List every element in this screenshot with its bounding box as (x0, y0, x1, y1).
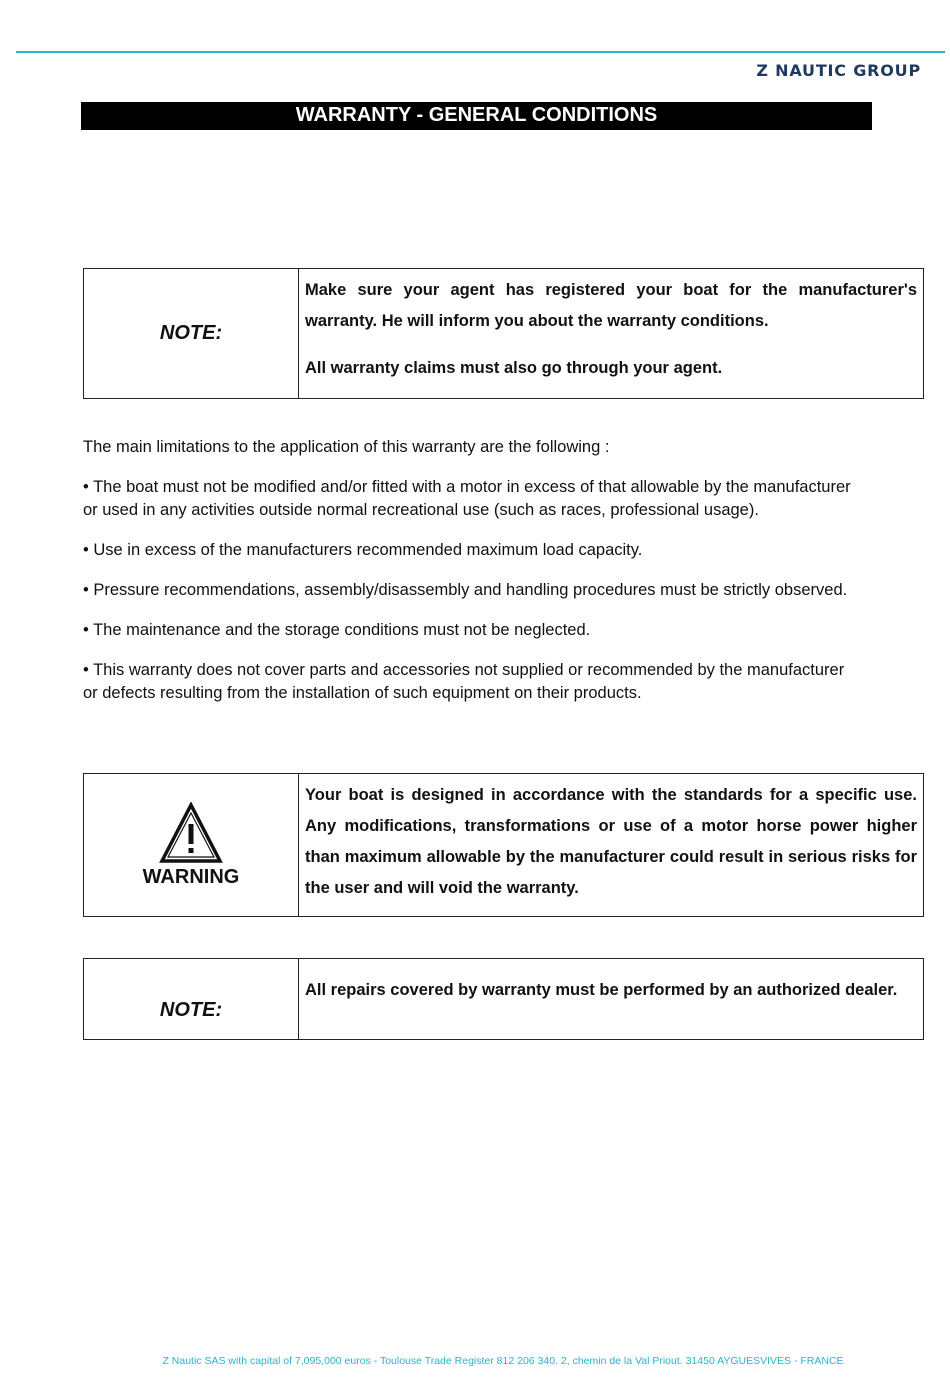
note-label-cell (84, 959, 299, 1039)
note-text-registration: Make sure your agent has registered your boat for the manufacturer's warranty. He will inform you about the warranty conditions. (305, 281, 917, 330)
warning-triangle-icon (159, 802, 223, 864)
warning-content-cell (299, 774, 923, 916)
note-label-cell (84, 269, 299, 398)
note-box-registration (83, 268, 924, 399)
note-text-claims: All warranty claims must also go through your agent. (305, 359, 723, 377)
warranty-limitations (83, 436, 863, 722)
limitation-item: • The maintenance and the storage conditions must not be neglected. (83, 621, 591, 639)
limitation-item: • Pressure recommendations, assembly/disassembly and handling procedures must be strictly observed. (83, 581, 848, 599)
header-divider (16, 51, 945, 53)
warning-label: WARNING (142, 865, 240, 888)
limitation-item: • Use in excess of the manufacturers recommended maximum load capacity. (83, 541, 643, 559)
warning-text: Your boat is designed in accordance with the standards for a specific use. Any modifications, transformations or use of a motor horse power higher than maximum allowable by the manufacturer could result in serious risks for the user and will void the warranty. (305, 786, 917, 897)
warning-box (83, 773, 924, 917)
note-text-repairs: All repairs covered by warranty must be performed by an authorized dealer. (305, 981, 898, 999)
page-title: WARRANTY - GENERAL CONDITIONS (81, 102, 872, 130)
footer-company-info: Z Nautic SAS with capital of 7,095,000 euros - Toulouse Trade Register 812 206 340. 2, chemin de la Val Priout. 31450 AYGUESVIVES - FRANCE (162, 1355, 844, 1367)
limitation-item: • This warranty does not cover parts and accessories not supplied or recommended by the manufacturer or defects resulting from the installation of such equipment on their products. (83, 661, 845, 702)
note-label: NOTE: (159, 322, 223, 344)
warning-label-cell (84, 774, 299, 916)
note-content-cell (299, 269, 923, 398)
note-label: NOTE: (159, 998, 223, 1021)
limitation-item: • The boat must not be modified and/or fitted with a motor in excess of that allowable by the manufacturer or used in any activities outside normal recreational use (such as races, professional usage). (83, 478, 851, 519)
note-box-repairs (83, 958, 924, 1040)
note-content-cell (299, 959, 923, 1039)
brand-logo-text: Z NAUTIC GROUP (756, 61, 921, 80)
limitations-intro: The main limitations to the application of this warranty are the following : (83, 438, 610, 456)
